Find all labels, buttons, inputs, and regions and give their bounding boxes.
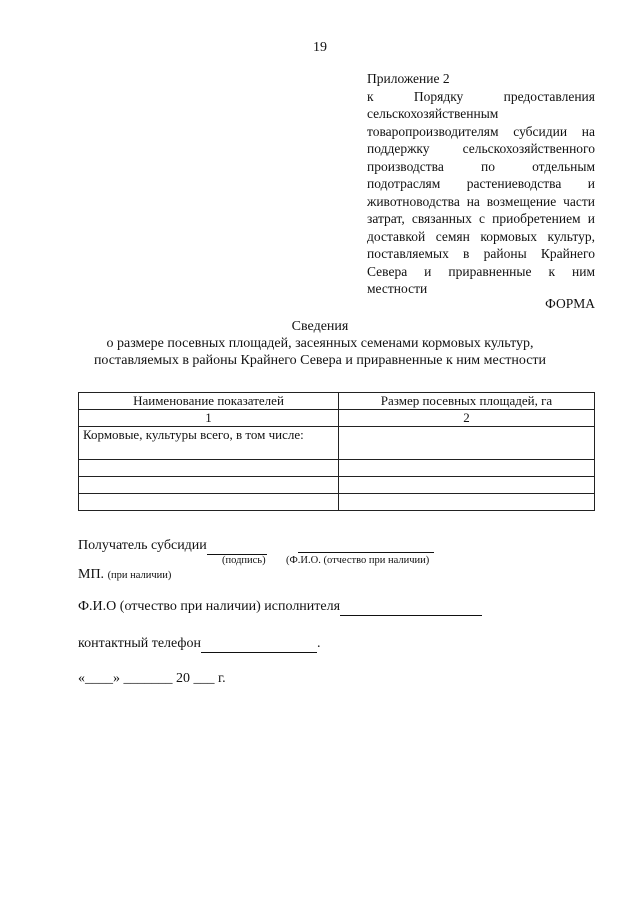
phone-blank[interactable] <box>201 636 317 653</box>
header-sown-area: Размер посевных площадей, га <box>339 393 595 410</box>
phone-label: контактный телефон <box>78 636 201 651</box>
executor-line <box>78 599 482 616</box>
stamp-label: МП. <box>78 567 105 582</box>
form-label: ФОРМА <box>545 296 595 311</box>
recipient-label: Получатель субсидии <box>78 538 207 553</box>
indicators-table <box>78 392 595 511</box>
page-number: 19 <box>313 40 327 55</box>
executor-blank[interactable] <box>340 599 482 616</box>
signature-hint: (подпись) <box>222 555 266 566</box>
table-row <box>79 494 595 511</box>
executor-label: Ф.И.О (отчество при наличии) исполнителя <box>78 599 341 614</box>
empty-cell[interactable] <box>339 477 595 494</box>
row-label-fodder-crops: Кормовые, культуры всего, в том числе: <box>79 427 339 460</box>
phone-line: контактный телефон . <box>78 636 321 651</box>
appendix-body: к Порядку предоставления сельскохозяйственным товаропроизводителям субсидии на поддержку сельскохозяйственного производства по отдельным подотраслям растениеводства и животноводства на возмещение части затрат, связанных с приобретением и доставкой семян кормовых культур, поставляемых в районы Крайнего Севера и приравненные к ним местности <box>367 88 595 296</box>
row-value-cell[interactable] <box>339 427 595 460</box>
empty-cell[interactable] <box>339 494 595 511</box>
recipient-line <box>78 538 267 555</box>
empty-cell[interactable] <box>339 460 595 477</box>
table-number-row <box>79 410 595 427</box>
name-hint: (Ф.И.О. (отчество при наличии) <box>286 555 430 566</box>
empty-cell[interactable] <box>79 477 339 494</box>
date-line: «____» _______ 20 ___ г. <box>78 671 226 686</box>
table-header-row <box>79 393 595 410</box>
heading-title: Сведения <box>291 319 349 334</box>
stamp-line <box>78 567 171 583</box>
document-heading <box>0 318 640 369</box>
signature-blank[interactable] <box>207 538 267 555</box>
table-row <box>79 427 595 460</box>
column-number-1: 1 <box>79 410 339 427</box>
heading-line-2: поставляемых в районы Крайнего Севера и приравненные к ним местности <box>93 353 547 368</box>
appendix-note <box>367 70 595 298</box>
empty-cell[interactable] <box>79 494 339 511</box>
name-blank[interactable] <box>298 538 434 553</box>
appendix-title: Приложение 2 <box>367 71 450 86</box>
header-indicator-name: Наименование показателей <box>79 393 339 410</box>
heading-line-1: о размере посевных площадей, засеянных семенами кормовых культур, <box>106 336 534 351</box>
column-number-2: 2 <box>339 410 595 427</box>
stamp-hint: (при наличии) <box>107 570 172 581</box>
table-row <box>79 477 595 494</box>
empty-cell[interactable] <box>79 460 339 477</box>
table-row <box>79 460 595 477</box>
